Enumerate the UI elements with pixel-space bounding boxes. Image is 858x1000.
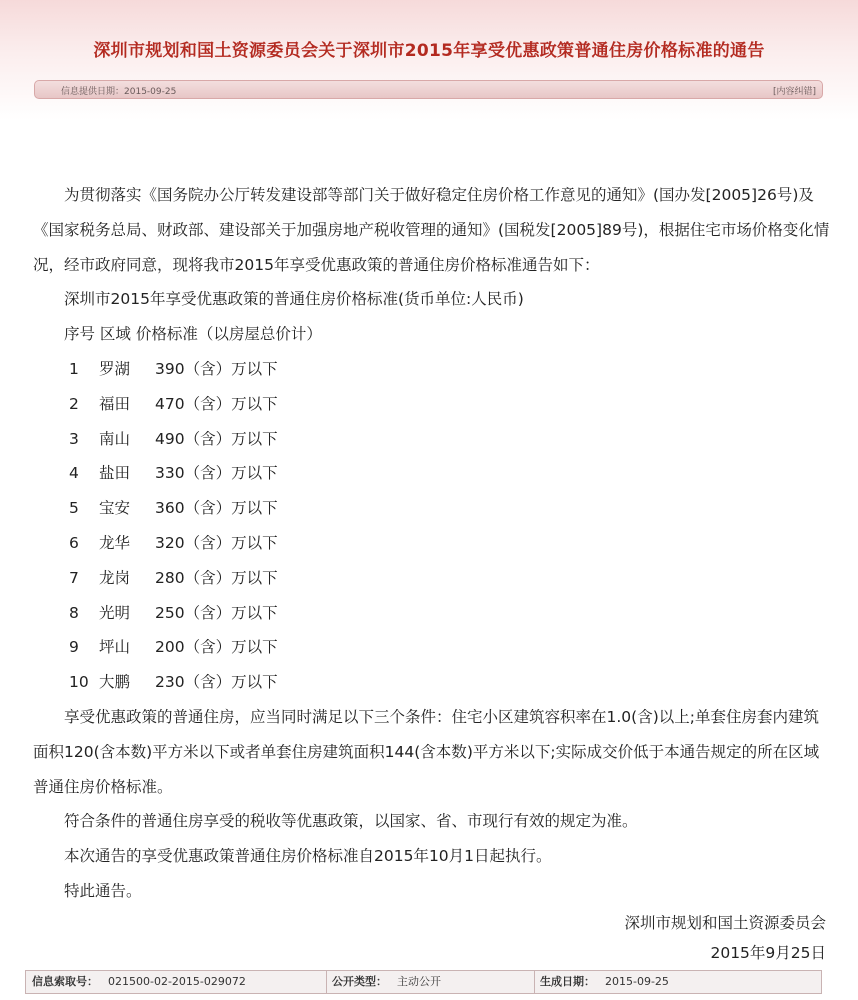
row-district: 罗湖: [99, 359, 131, 378]
footer-index-value: 021500-02-2015-029072: [108, 975, 246, 988]
footer-type-label: 公开类型：: [332, 975, 387, 988]
tax-policy-paragraph: 符合条件的普通住房享受的税收等优惠政策，以国家、省、市现行有效的规定为准。: [64, 812, 638, 831]
meta-bar: [34, 80, 823, 99]
row-price: 200（含）万以下: [155, 638, 278, 657]
row-number: 7: [69, 568, 79, 587]
closing-paragraph: 特此通告。: [64, 881, 142, 900]
info-date-value: 2015-09-25: [124, 87, 177, 97]
error-report-link[interactable]: [内容纠错]: [772, 87, 816, 97]
row-district: 南山: [99, 429, 131, 448]
footer-index-label: 信息索取号：: [32, 975, 98, 988]
row-price: 330（含）万以下: [155, 464, 278, 483]
row-price: 390（含）万以下: [155, 359, 278, 378]
row-district: 光明: [99, 603, 131, 622]
footer-type-cell: [326, 971, 535, 993]
table-row: [33, 561, 831, 596]
table-row: [33, 596, 831, 631]
row-district: 坪山: [99, 638, 131, 657]
footer-gen-value: 2015-09-25: [605, 975, 669, 988]
footer-type-value: 主动公开: [397, 975, 441, 988]
effective-paragraph: 本次通告的享受优惠政策普通住房价格标准自2015年10月1日起执行。: [64, 847, 552, 866]
table-row: [33, 352, 831, 387]
row-number: 1: [69, 359, 79, 378]
table-header: 序号 区域 价格标准（以房屋总价计）: [64, 325, 322, 344]
footer-gen-label: 生成日期：: [540, 975, 595, 988]
row-number: 8: [69, 603, 79, 622]
row-district: 福田: [99, 394, 131, 413]
footer-index-cell: [26, 971, 327, 993]
row-number: 9: [69, 638, 79, 657]
row-price: 320（含）万以下: [155, 533, 278, 552]
footer-gen-cell: [534, 971, 821, 993]
intro-paragraph: 为贯彻落实《国务院办公厅转发建设部等部门关于做好稳定住房价格工作意见的通知》(国办发[2005]26号)及《国家税务总局、财政部、建设部关于加强房地产税收管理的通知》(国税发[2005]89号)，根据住宅市场价格变化情况，经市政府同意，现将我市2015年享受优惠政策的普通住房价格标准通告如下：: [33, 186, 830, 274]
table-row: [33, 387, 831, 422]
table-row: [33, 630, 831, 665]
table-caption: 深圳市2015年享受优惠政策的普通住房价格标准(货币单位:人民币): [64, 290, 524, 309]
row-price: 470（含）万以下: [155, 394, 278, 413]
info-date-label: 信息提供日期：: [61, 87, 125, 97]
table-row: [33, 422, 831, 457]
row-district: 龙华: [99, 533, 131, 552]
row-district: 盐田: [99, 464, 131, 483]
row-number: 10: [69, 673, 89, 692]
row-district: 大鹏: [99, 673, 131, 692]
row-number: 2: [69, 394, 79, 413]
sign-date: 2015年9月25日: [710, 944, 826, 962]
notice-body: [33, 178, 831, 909]
table-row: [33, 665, 831, 700]
row-price: 360（含）万以下: [155, 499, 278, 518]
table-row: [33, 491, 831, 526]
table-row: [33, 526, 831, 561]
row-district: 宝安: [99, 499, 131, 518]
row-number: 4: [69, 464, 79, 483]
row-district: 龙岗: [99, 568, 131, 587]
price-table: [33, 352, 831, 700]
row-number: 5: [69, 499, 79, 518]
conditions-paragraph: 享受优惠政策的普通住房，应当同时满足以下三个条件：住宅小区建筑容积率在1.0(含)以上;单套住房套内建筑面积120(含本数)平方米以下或者单套住房建筑面积144(含本数)平方米以下;实际成交价低于本通告规定的所在区域普通住房价格标准。: [33, 707, 820, 796]
row-price: 490（含）万以下: [155, 429, 278, 448]
row-price: 250（含）万以下: [155, 603, 278, 622]
table-row: [33, 456, 831, 491]
page-title: 深圳市规划和国土资源委员会关于深圳市2015年享受优惠政策普通住房价格标准的通告: [93, 41, 765, 61]
info-date: [61, 84, 176, 97]
row-number: 3: [69, 429, 79, 448]
signature-block: [624, 908, 826, 968]
signer: 深圳市规划和国土资源委员会: [624, 914, 826, 932]
row-number: 6: [69, 533, 79, 552]
info-footer: [25, 970, 822, 994]
row-price: 230（含）万以下: [155, 673, 278, 692]
row-price: 280（含）万以下: [155, 568, 278, 587]
